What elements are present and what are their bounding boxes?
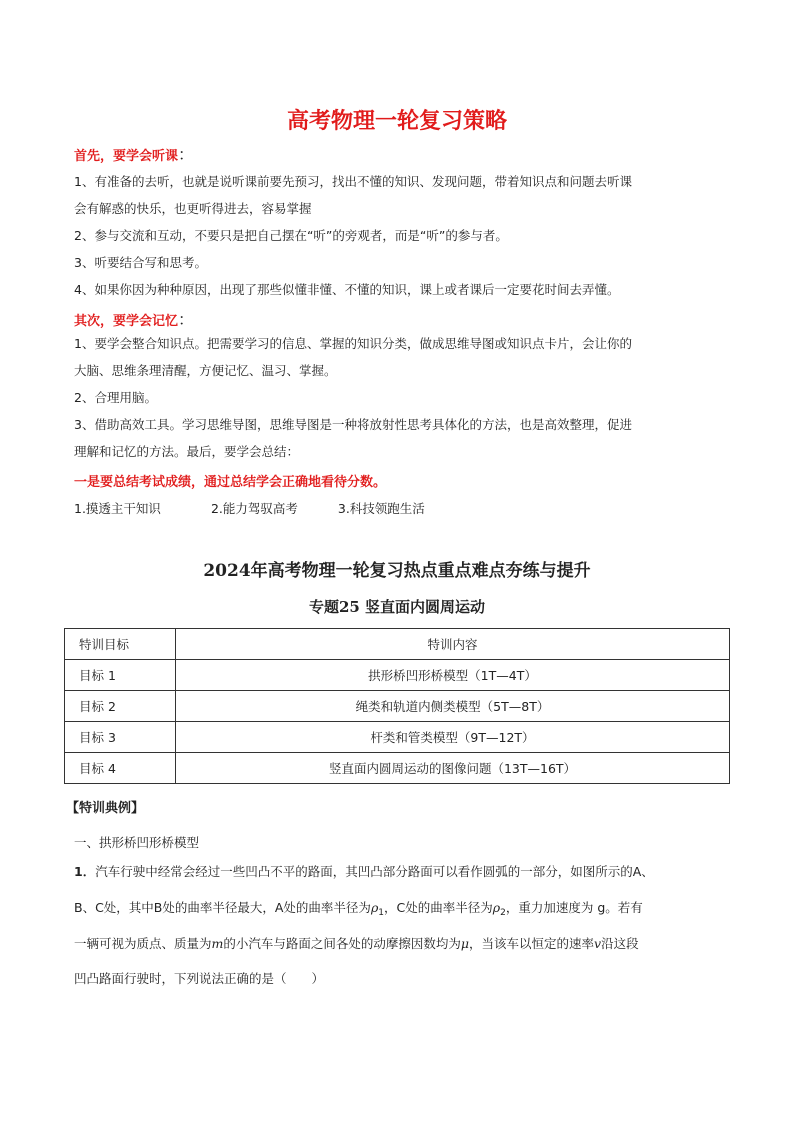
question-text-2b: ，C处的曲率半径为: [384, 900, 493, 915]
table-row: [65, 753, 730, 784]
section2-heading: [74, 307, 194, 330]
section2-heading-text: 其次，要学会记忆: [74, 314, 179, 329]
subscript-1: 1: [378, 908, 385, 918]
question-text-3d: 沿这段: [601, 936, 639, 951]
point-3: 3.科技领跑生活: [337, 501, 425, 516]
header-goal: 特训目标: [65, 629, 176, 660]
summary-line: 一是要总结考试成绩，通过总结学会正确地看待分数。: [74, 475, 387, 490]
section2-line-2: 大脑、思维条理清醒，方便记忆、温习、掌握。: [74, 363, 337, 378]
points-row: [74, 499, 425, 517]
table-cell-content: 绳类和轨道内侧类模型（5T—8T）: [176, 691, 730, 722]
question-line-2: [74, 898, 643, 918]
section1-line-4: 3、听要结合写和思考。: [74, 255, 207, 270]
subsection-heading: 一、拱形桥凹形桥模型: [74, 835, 200, 850]
table-cell-goal: 目标 4: [65, 753, 176, 784]
rho-symbol: ρ: [370, 900, 379, 915]
section1-heading: [74, 142, 194, 165]
header-content: 特训内容: [176, 629, 730, 660]
question-line-4: 凹凸路面行驶时，下列说法正确的是（ ）: [74, 971, 325, 986]
question-text-3c: ，当该车以恒定的速率: [469, 936, 595, 951]
question-line-1: [74, 862, 654, 880]
table-cell-content: 拱形桥凹形桥模型（1T—4T）: [176, 660, 730, 691]
question-line-3: [74, 934, 639, 952]
mass-symbol: m: [211, 936, 224, 951]
mu-symbol: μ: [460, 936, 470, 951]
section2-line-3: 2、合理用脑。: [74, 390, 157, 405]
section1-line-1: 1、有准备的去听，也就是说听课前要先预习，找出不懂的知识、发现问题，带着知识点和问题去听课: [74, 174, 632, 189]
question-text-3b: 的小汽车与路面之间各处的动摩擦因数均为: [223, 936, 461, 951]
table-header-row: [65, 629, 730, 660]
section1-colon: ：: [178, 145, 195, 164]
section2-colon: ：: [178, 310, 195, 329]
table-row: [65, 660, 730, 691]
point-2: 2.能力驾驭高考: [210, 501, 298, 516]
point-1: 1.摸透主干知识: [74, 501, 161, 516]
velocity-symbol: v: [594, 936, 602, 951]
page-title: 高考物理一轮复习策略: [286, 109, 507, 134]
section2-line-5: 理解和记忆的方法。最后，要学会总结：: [74, 444, 300, 459]
section2-line-4: 3、借助高效工具。学习思维导图，思维导图是一种将放射性思考具体化的方法，也是高效整理，促进: [74, 417, 632, 432]
section1-line-5: 4、如果你因为种种原因，出现了那些似懂非懂、不懂的知识，课上或者课后一定要花时间去弄懂。: [74, 282, 620, 297]
section1-line-2: 会有解惑的快乐，也更听得进去，容易掌握: [74, 201, 312, 216]
question-text-2c: ，重力加速度为 g。若有: [505, 900, 643, 915]
table-row: [65, 722, 730, 753]
section1-line-3: 2、参与交流和互动，不要只是把自己摆在“听”的旁观者，而是“听”的参与者。: [74, 228, 508, 243]
main-heading: 2024年高考物理一轮复习热点重点难点夯练与提升: [203, 561, 591, 581]
table-cell-goal: 目标 1: [65, 660, 176, 691]
rho-symbol: ρ: [492, 900, 501, 915]
table-cell-goal: 目标 2: [65, 691, 176, 722]
section1-heading-text: 首先，要学会听课: [74, 149, 179, 164]
question-text-3a: 一辆可视为质点、质量为: [74, 936, 212, 951]
topic-heading: 专题25 竖直面内圆周运动: [308, 598, 486, 616]
question-text-2a: B、C处，其中B处的曲率半径最大，A处的曲率半径为: [74, 900, 371, 915]
table-cell-goal: 目标 3: [65, 722, 176, 753]
question-text-1: 汽车行驶中经常会经过一些凹凸不平的路面，其凹凸部分路面可以看作圆弧的一部分，如图所示的A、: [95, 864, 654, 879]
examples-label: 【特训典例】: [66, 801, 145, 816]
training-goals-table: [64, 628, 730, 784]
question-number: 1．: [74, 864, 96, 879]
section2-line-1: 1、要学会整合知识点。把需要学习的信息、掌握的知识分类，做成思维导图或知识点卡片，会让你的: [74, 336, 632, 351]
table-row: [65, 691, 730, 722]
table-cell-content: 竖直面内圆周运动的图像问题（13T—16T）: [176, 753, 730, 784]
table-cell-content: 杆类和管类模型（9T—12T）: [176, 722, 730, 753]
subscript-2: 2: [500, 908, 506, 918]
